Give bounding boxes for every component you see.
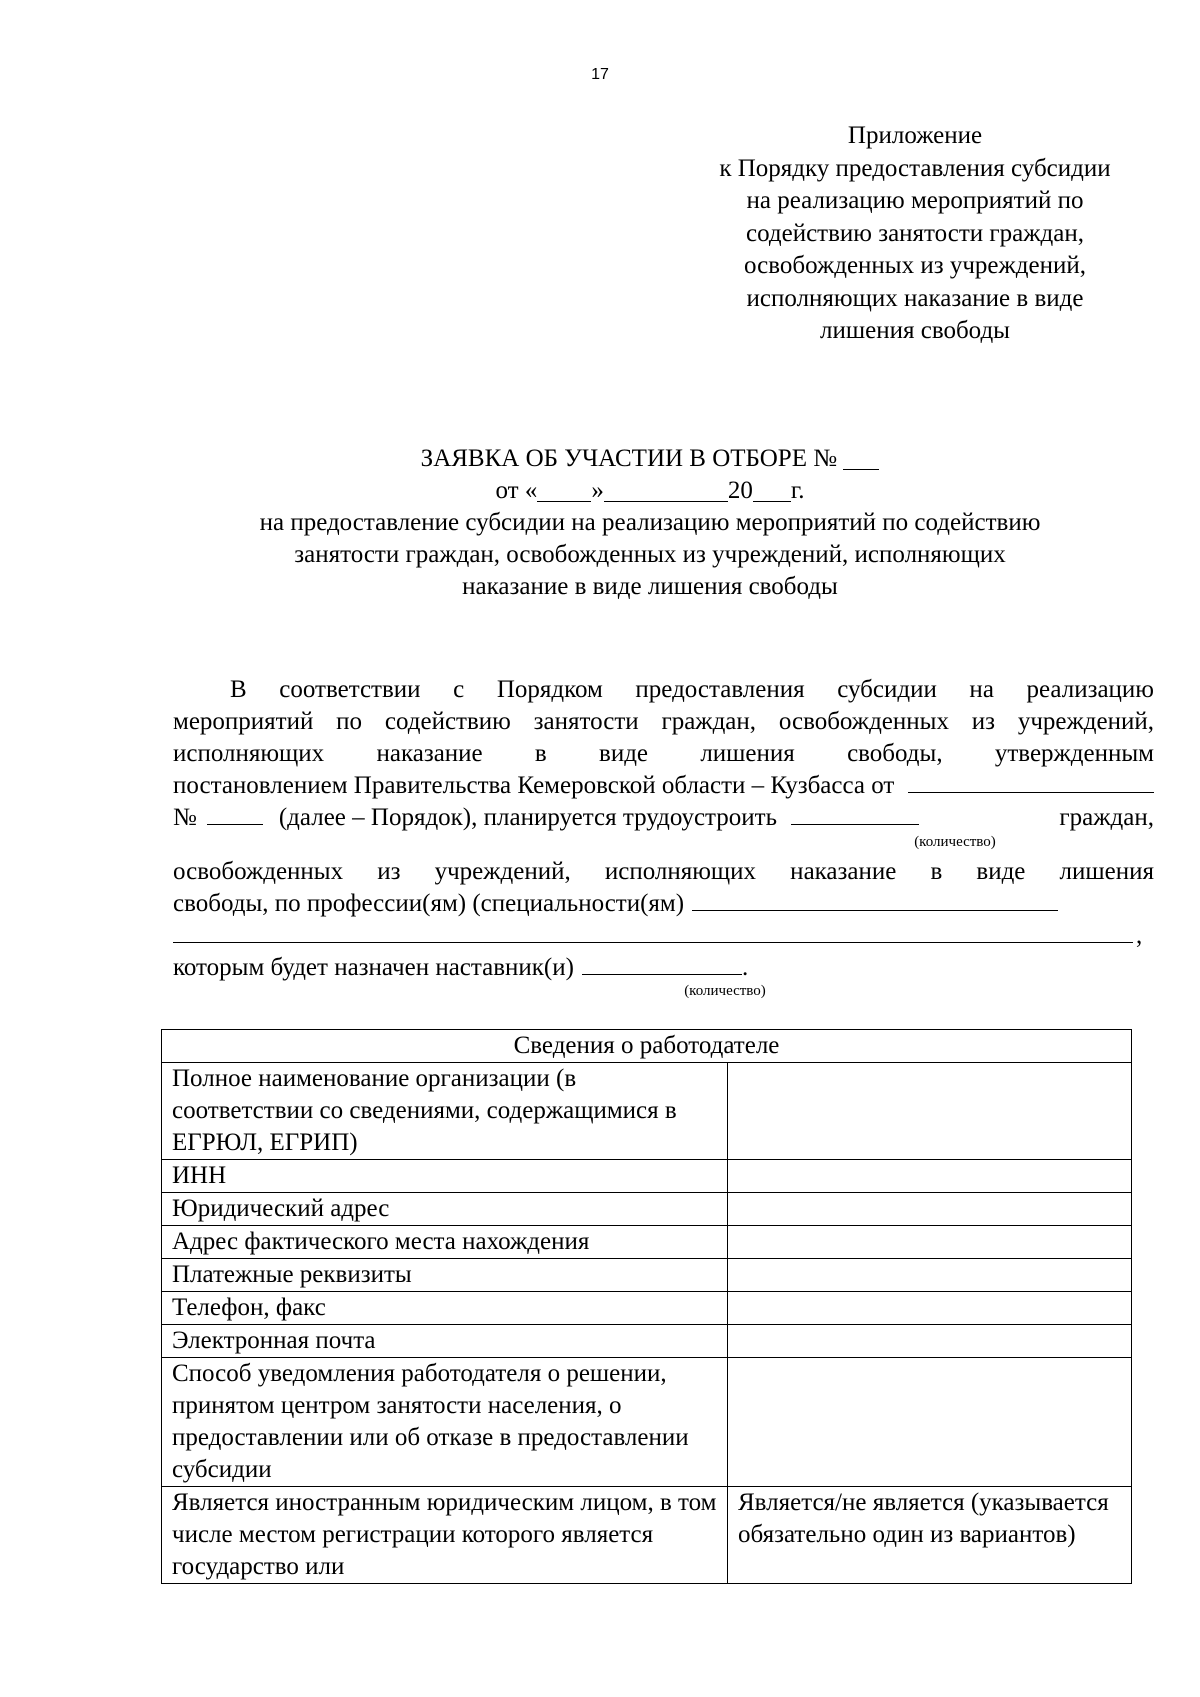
table-header-row (162, 1030, 1132, 1063)
table-row (162, 1063, 1132, 1160)
title-heading (170, 443, 1130, 475)
row-value[interactable] (728, 1259, 1132, 1292)
decree-date-blank[interactable] (908, 770, 1154, 793)
body-line-3: исполняющих наказание в виде лишения свободы, утвержденным (173, 740, 1154, 767)
body-line-9-text: которым будет назначен наставник(и) (173, 954, 574, 981)
table-row (162, 1292, 1132, 1325)
date-day-blank[interactable] (537, 479, 591, 502)
table-row (162, 1358, 1132, 1487)
row-label: Способ уведомления работодателя о решении, принятом центром занятости населения, о предоставлении или об отказе в предоставлении субсидии (162, 1358, 728, 1487)
employer-info-table (161, 1029, 1132, 1584)
page-number: 17 (591, 66, 609, 83)
profession-continuation-blank[interactable] (173, 920, 1133, 943)
mentor-quantity-blank[interactable] (582, 952, 742, 975)
citizens-word: граждан, (1059, 804, 1154, 831)
body-line-4 (173, 770, 1154, 802)
appendix-line: освобожденных из учреждений, (744, 252, 1086, 279)
quantity-caption: (количество) (914, 834, 996, 850)
title-date (170, 475, 1130, 507)
body-line-9-period: . (741, 954, 749, 981)
appendix-line: исполняющих наказание в виде (746, 284, 1084, 312)
table-row (162, 1226, 1132, 1259)
row-value[interactable] (728, 1358, 1132, 1487)
title-purpose-line: занятости граждан, освобожденных из учреждений, исполняющих (294, 541, 1006, 568)
appendix-line: содействию занятости граждан, (746, 219, 1084, 247)
body-line-1: В соответствии с Порядком предоставления субсидии на реализацию (230, 676, 1154, 703)
title-purpose-line: на предоставление субсидии на реализацию мероприятий по содействию (259, 509, 1041, 536)
body-line-5-text: (далее – Порядок), планируется трудоустроить (278, 804, 777, 831)
body-line-9 (173, 952, 1154, 984)
body-line-5 (173, 802, 1154, 834)
row-value[interactable] (728, 1193, 1132, 1226)
body-line-7 (173, 888, 1154, 920)
row-label: Полное наименование организации (в соответствии со сведениями, содержащимися в ЕГРЮЛ, ЕГРИП) (162, 1063, 728, 1160)
row-value[interactable]: Является/не является (указывается обязательно один из вариантов) (728, 1487, 1132, 1584)
body-line-2: мероприятий по содействию занятости граждан, освобожденных из учреждений, (173, 708, 1154, 735)
table-row (162, 1325, 1132, 1358)
number-sign: № (173, 804, 197, 831)
body-line-4-text: постановлением Правительства Кемеровской области – Кузбасса от (173, 772, 895, 799)
body-line-7-text: свободы, по профессии(ям) (специальности(ям) (173, 890, 685, 917)
row-value[interactable] (728, 1226, 1132, 1259)
table-row (162, 1487, 1132, 1584)
title-purpose-line: наказание в виде лишения свободы (462, 573, 838, 600)
table-header: Сведения о работодателе (162, 1030, 1132, 1063)
date-month-blank[interactable] (604, 479, 728, 502)
date-mid: » (591, 477, 604, 504)
date-year-blank[interactable] (753, 479, 791, 502)
row-value[interactable] (728, 1160, 1132, 1193)
date-prefix: от « (495, 477, 538, 504)
row-value[interactable] (728, 1063, 1132, 1160)
table-row (162, 1193, 1132, 1226)
date-suffix: г. (790, 477, 805, 504)
quantity-caption-2: (количество) (684, 983, 766, 999)
row-label: Юридический адрес (162, 1193, 728, 1226)
date-year-prefix: 20 (727, 477, 753, 504)
selection-number-blank[interactable] (843, 447, 879, 470)
row-label: ИНН (162, 1160, 728, 1193)
appendix-line: лишения свободы (820, 317, 1010, 344)
row-label: Электронная почта (162, 1325, 728, 1358)
row-value[interactable] (728, 1325, 1132, 1358)
body-line-8-comma: , (1136, 922, 1143, 949)
appendix-line: Приложение (847, 122, 983, 149)
application-title (170, 443, 1130, 603)
profession-blank[interactable] (692, 888, 1058, 911)
row-label: Адрес фактического места нахождения (162, 1226, 728, 1259)
title-heading-text: ЗАЯВКА ОБ УЧАСТИИ В ОТБОРЕ № (420, 445, 838, 472)
row-label: Является иностранным юридическим лицом, в том числе местом регистрации которого является государство или (162, 1487, 728, 1584)
body-line-8 (173, 920, 1154, 952)
row-label: Телефон, факс (162, 1292, 728, 1325)
row-value[interactable] (728, 1292, 1132, 1325)
row-label: Платежные реквизиты (162, 1259, 728, 1292)
appendix-line: к Порядку предоставления субсидии (719, 154, 1111, 182)
appendix-line: на реализацию мероприятий по (746, 187, 1084, 214)
body-line-6: освобожденных из учреждений, исполняющих наказание в виде лишения (173, 858, 1154, 885)
citizens-quantity-blank[interactable] (791, 802, 919, 825)
table-row (162, 1160, 1132, 1193)
decree-number-blank[interactable] (207, 802, 263, 825)
table-row (162, 1259, 1132, 1292)
appendix-heading (695, 120, 1135, 348)
